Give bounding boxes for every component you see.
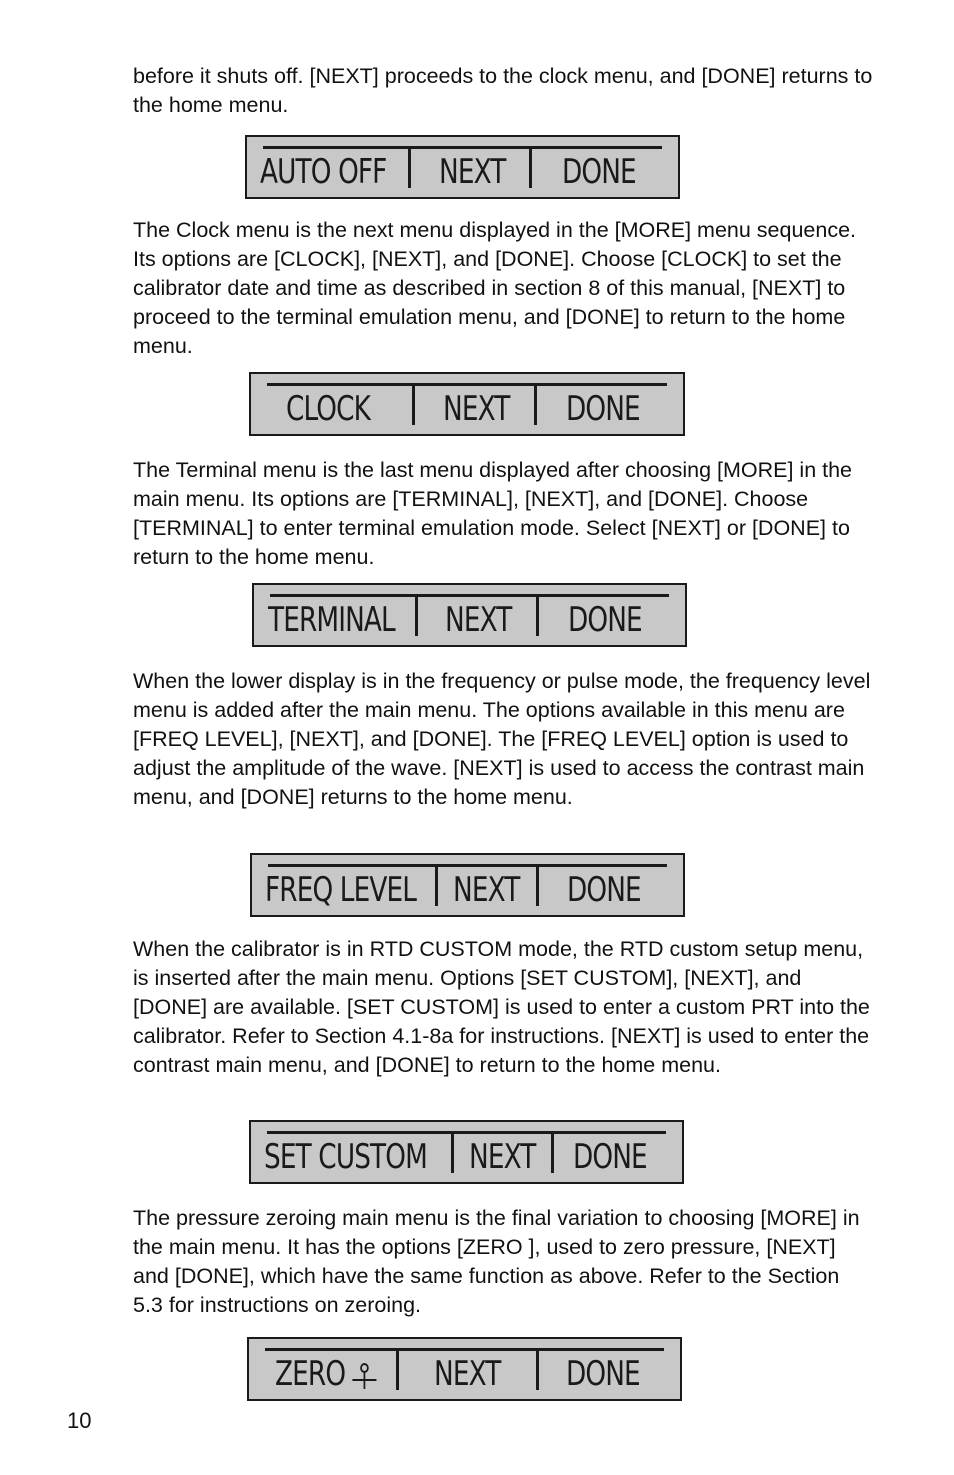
lcd-label-set-custom: SET CUSTOM	[264, 1137, 427, 1177]
lcd-display-zero	[247, 1337, 682, 1401]
lcd-display-freq-level	[250, 853, 685, 917]
paragraph-zero-menu: The pressure zeroing main menu is the final variation to choosing [MORE] in the main menu. It has the options [ZERO ], used to zero pressure, [NEXT] and [DONE], which have the same function as above. Refer to the Section 5.3 for instructions on zeroing.	[133, 1206, 860, 1317]
lcd-label-freq-level: FREQ LEVEL	[265, 870, 417, 910]
lcd-display-clock	[249, 372, 685, 436]
lcd-label-done: DONE	[562, 152, 636, 192]
lcd-label-zero	[275, 1355, 376, 1393]
lcd-label-zero-text: ZERO	[275, 1354, 346, 1394]
lcd-display-terminal	[252, 583, 687, 647]
lcd-label-next: NEXT	[443, 389, 510, 429]
lcd-display-auto-off	[245, 135, 680, 199]
page-number: 10	[67, 1408, 92, 1433]
paragraph-freq-level-menu: When the lower display is in the frequency or pulse mode, the frequency level menu is added after the main menu. The options available in this menu are [FREQ LEVEL], [NEXT], and [DONE]. The [FREQ LEVEL] option is used to adjust the amplitude of the wave. [NEXT] is used to access the contrast main menu, and [DONE] returns to the home menu.	[133, 669, 871, 809]
paragraph-set-custom-menu: When the calibrator is in RTD CUSTOM mode, the RTD custom setup menu, is inserted after the main menu. Options [SET CUSTOM], [NEXT], and [DONE] are available. [SET CUSTOM] is used to enter a custom PRT into the calibrator. Refer to Section 4.1-8a for instructions. [NEXT] is used to enter the contrast main menu, and [DONE] to return to the home menu.	[133, 937, 870, 1077]
lcd-label-next: NEXT	[453, 870, 520, 910]
paragraph-auto-off-continued: before it shuts off. [NEXT] proceeds to the clock menu, and [DONE] returns to the home menu.	[133, 64, 873, 117]
lcd-label-done: DONE	[573, 1137, 647, 1177]
lcd-label-next: NEXT	[434, 1354, 501, 1394]
lcd-label-clock: CLOCK	[286, 389, 371, 429]
paragraph-clock-menu: The Clock menu is the next menu displayed in the [MORE] menu sequence. Its options are [CLOCK], [NEXT], and [DONE]. Choose [CLOCK] to set the calibrator date and time as described in section 8 of this manual, [NEXT] to proceed to the terminal emulation menu, and [DONE] to return to the home menu.	[133, 218, 857, 358]
lcd-label-done: DONE	[567, 870, 641, 910]
lcd-display-set-custom	[249, 1120, 684, 1184]
lcd-label-next: NEXT	[445, 600, 512, 640]
lcd-label-next: NEXT	[469, 1137, 536, 1177]
zero-pressure-icon	[350, 1361, 376, 1391]
lcd-label-next: NEXT	[439, 152, 506, 192]
lcd-label-auto-off: AUTO OFF	[260, 152, 387, 192]
lcd-label-done: DONE	[568, 600, 642, 640]
paragraph-terminal-menu: The Terminal menu is the last menu displayed after choosing [MORE] in the main menu. Its options are [TERMINAL], [NEXT], and [DONE]. Choose [TERMINAL] to enter terminal emulation mode. Select [NEXT] or [DONE] to return to the home menu.	[133, 458, 853, 569]
lcd-label-done: DONE	[566, 1354, 640, 1394]
lcd-label-done: DONE	[566, 389, 640, 429]
lcd-label-terminal: TERMINAL	[268, 600, 395, 640]
